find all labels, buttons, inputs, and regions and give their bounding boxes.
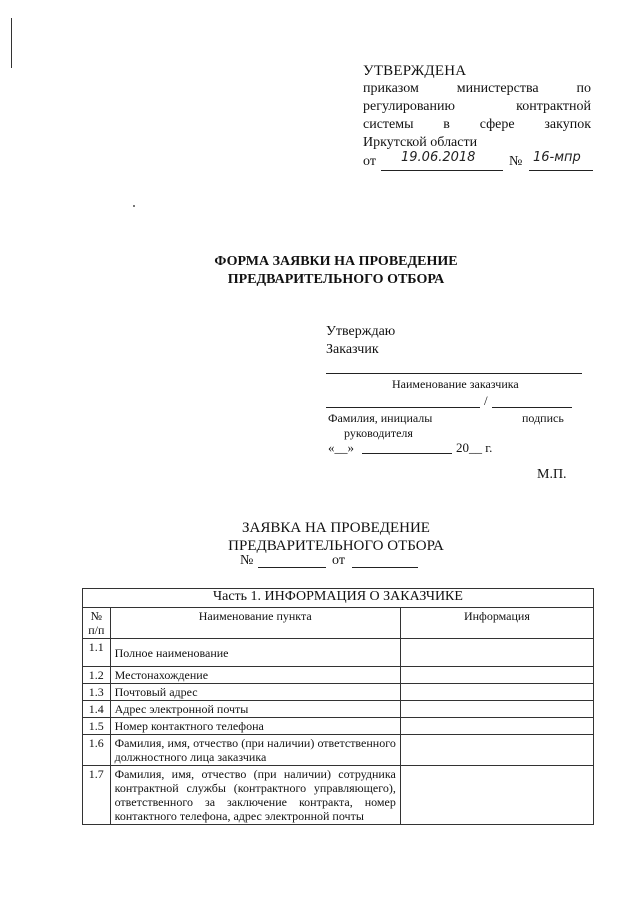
approval-block	[363, 62, 591, 152]
application-date-prefix: от	[332, 553, 345, 568]
fio-caption: Фамилия, инициалы	[328, 411, 433, 425]
approval-date-line	[363, 151, 603, 173]
row-item-name: Полное наименование	[110, 639, 400, 667]
number-prefix: №	[509, 154, 523, 169]
approve-label: Утверждаю	[326, 324, 396, 339]
date-month-line	[362, 453, 452, 454]
signature-caption: подпись	[522, 411, 564, 425]
row-item-name: Адрес электронной почты	[110, 701, 400, 718]
row-item-name: Местонахождение	[110, 667, 400, 684]
approval-line: Иркутской области	[363, 135, 478, 150]
table-row	[83, 701, 594, 718]
row-info-cell[interactable]	[400, 701, 593, 718]
application-number-line	[240, 553, 440, 571]
handwritten-date: 19.06.2018	[401, 150, 476, 165]
date-year: 20__ г.	[456, 440, 493, 455]
row-number: 1.4	[83, 701, 111, 718]
customer-label: Заказчик	[326, 342, 379, 357]
slash-separator: /	[484, 393, 488, 408]
part-title: Часть 1. ИНФОРМАЦИЯ О ЗАКАЗЧИКЕ	[83, 589, 594, 608]
head-caption: руководителя	[344, 426, 413, 440]
stamp-place: М.П.	[537, 467, 567, 482]
table-row	[83, 667, 594, 684]
table-part-row	[83, 589, 594, 608]
form-title-line: ФОРМА ЗАЯВКИ НА ПРОВЕДЕНИЕ	[214, 254, 458, 269]
application-number-prefix: №	[240, 553, 254, 568]
row-info-cell[interactable]	[400, 684, 593, 701]
table-row	[83, 639, 594, 667]
row-number: 1.5	[83, 718, 111, 735]
customer-info-table	[82, 588, 594, 825]
table-row	[83, 684, 594, 701]
form-title-line: ПРЕДВАРИТЕЛЬНОГО ОТБОРА	[227, 272, 445, 287]
table-row	[83, 718, 594, 735]
row-item-name: Почтовый адрес	[110, 684, 400, 701]
row-item-name: Номер контактного телефона	[110, 718, 400, 735]
row-info-cell[interactable]	[400, 735, 593, 766]
scan-speck	[133, 205, 135, 207]
table-header-row	[83, 608, 594, 639]
margin-rule	[11, 18, 12, 68]
approval-line: регулированию контрактной	[363, 99, 591, 114]
customer-name-caption: Наименование заказчика	[392, 377, 519, 391]
approval-line: приказом министерства по	[363, 81, 591, 96]
form-title	[160, 253, 512, 289]
table-row	[83, 766, 594, 825]
approval-line: системы в сфере закупок	[363, 117, 591, 132]
application-title-line: ПРЕДВАРИТЕЛЬНОГО ОТБОРА	[228, 538, 444, 554]
customer-name-line	[326, 373, 582, 374]
row-info-cell[interactable]	[400, 667, 593, 684]
row-number: 1.6	[83, 735, 111, 766]
row-info-cell[interactable]	[400, 718, 593, 735]
application-title-line: ЗАЯВКА НА ПРОВЕДЕНИЕ	[242, 520, 430, 536]
approve-block	[326, 323, 586, 455]
application-date-underline	[352, 567, 418, 568]
row-number: 1.3	[83, 684, 111, 701]
signature-line	[492, 407, 572, 408]
application-title	[200, 519, 472, 555]
header-number: № п/п	[83, 608, 111, 639]
row-number: 1.1	[83, 639, 111, 667]
row-info-cell[interactable]	[400, 766, 593, 825]
date-day: «__»	[328, 440, 354, 455]
row-number: 1.2	[83, 667, 111, 684]
row-item-name: Фамилия, имя, отчество (при наличии) сотрудника контрактной службы (контрактного управляющего), ответственного за заключение контракта, номер контактного телефона, адрес электронной почты	[110, 766, 400, 825]
number-underline	[529, 170, 593, 171]
table-row	[83, 735, 594, 766]
header-info: Информация	[400, 608, 593, 639]
row-info-cell[interactable]	[400, 639, 593, 667]
header-item-name: Наименование пункта	[110, 608, 400, 639]
handwritten-number: 16-мпр	[533, 150, 581, 165]
row-item-name: Фамилия, имя, отчество (при наличии) ответственного должностного лица заказчика	[110, 735, 400, 766]
application-number-underline	[258, 567, 326, 568]
row-number: 1.7	[83, 766, 111, 825]
date-prefix: от	[363, 154, 376, 169]
fio-line	[326, 407, 480, 408]
approval-heading: УТВЕРЖДЕНА	[363, 63, 467, 79]
date-underline	[381, 170, 503, 171]
